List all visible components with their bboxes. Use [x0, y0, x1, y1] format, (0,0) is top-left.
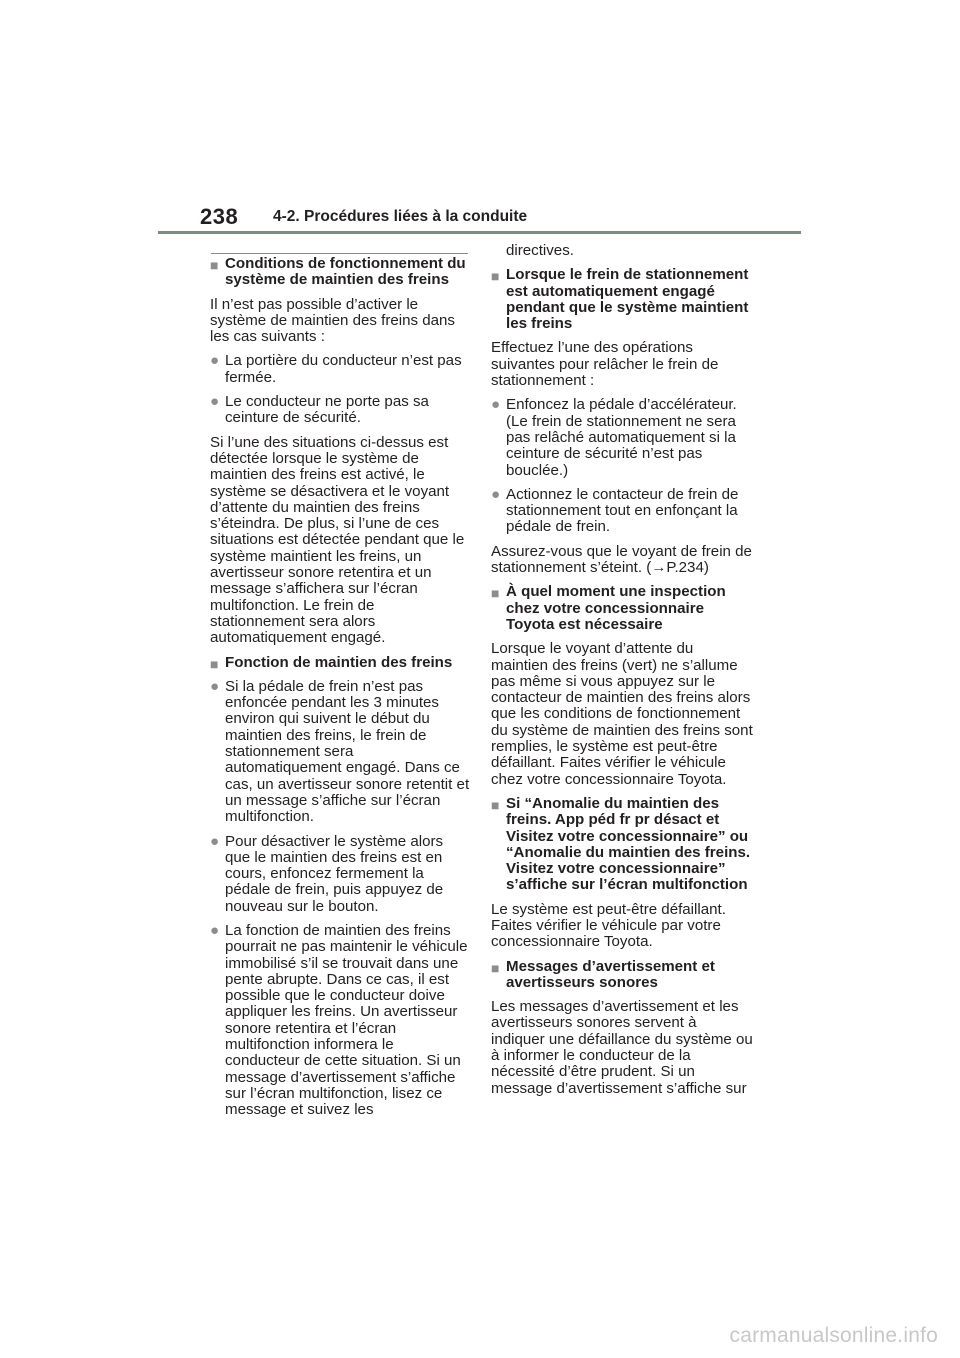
- left-column: [210, 256, 472, 1127]
- bullet-text: La portière du conducteur n’est pas fermée.: [225, 352, 462, 386]
- round-bullet-icon: ●: [491, 485, 501, 503]
- heading-text: Messages d’avertissement et avertisseurs sonores: [506, 957, 715, 991]
- round-bullet-icon: ●: [210, 677, 220, 695]
- square-bullet-icon: ■: [491, 959, 500, 976]
- round-bullet-icon: ●: [210, 832, 220, 850]
- bullet-item: [491, 487, 753, 536]
- paragraph: Assurez-vous que le voyant de frein de stationnement s’éteint. (→P.234): [491, 542, 752, 577]
- paragraph: Il n’est pas possible d’activer le système de maintien des freins dans les cas suivants :: [210, 295, 455, 346]
- bullet-text: Enfoncez la pédale d’accélérateur. (Le frein de stationnement ne sera pas relâché automatiquement si la ceinture de sécurité n’est pas bouclée.): [506, 396, 737, 479]
- header-divider: [158, 231, 801, 234]
- bullet-text: Pour désactiver le système alors que le maintien des freins est en cours, enfoncez fermement la pédale de frein, puis appuyez de nouveau sur le bouton.: [225, 832, 444, 915]
- square-bullet-icon: ■: [210, 257, 219, 273]
- heading-text: Si “Anomalie du maintien des freins. App péd fr pr désact et Visitez votre concessionnaire” ou “Anomalie du maintien des freins. Visitez votre concessionnaire” s’affiche sur l’écran multifonction: [506, 794, 751, 894]
- square-bullet-icon: ■: [491, 796, 500, 813]
- paragraph: Si l’une des situations ci-dessus est détectée lorsque le système de maintien des freins est activé, le système se désactivera et le voyant d’attente du maintien des freins s’éteindra. De plus, si l’une de ces situations est détectée pendant que le système maintient les freins, un avertisseur sonore retentira et un message s’affichera sur l’écran multifonction. Le frein de stationnement sera alors automatiquement engagé.: [210, 433, 465, 647]
- square-bullet-icon: ■: [210, 655, 219, 672]
- bullet-text: Actionnez le contacteur de frein de stationnement tout en enfonçant la pédale de frein.: [506, 485, 739, 536]
- heading-text: Conditions de fonctionnement du système de maintien des freins: [225, 255, 466, 289]
- heading-text: À quel moment une inspection chez votre concessionnaire Toyota est nécessaire: [506, 583, 726, 633]
- round-bullet-icon: ●: [210, 393, 220, 411]
- round-bullet-icon: ●: [210, 352, 220, 370]
- section-heading: [491, 267, 753, 332]
- square-bullet-icon: ■: [491, 268, 500, 285]
- round-bullet-icon: ●: [491, 396, 501, 414]
- watermark: carmanualsonline.info: [729, 1324, 938, 1347]
- continued-text: directives.: [506, 242, 574, 259]
- paragraph: Lorsque le voyant d’attente du maintien des freins (vert) ne s’allume pas même si vous appuyez sur le contacteur de maintien des freins alors que les conditions de fonctionnement du système de maintien des freins sont remplies, le système est peut-être défaillant. Faites vérifier le véhicule chez votre concessionnaire Toyota.: [491, 640, 753, 788]
- section-heading: [491, 796, 753, 894]
- bullet-item: [210, 394, 472, 427]
- section-heading: [491, 959, 753, 992]
- bullet-item: [210, 923, 472, 1119]
- bullet-item: [491, 397, 753, 478]
- paragraph: Effectuez l’une des opérations suivantes pour relâcher le frein de stationnement :: [491, 339, 719, 390]
- section-heading: [210, 655, 472, 671]
- heading-text: Lorsque le frein de stationnement est automatiquement engagé pendant que le système maintient les freins: [506, 266, 749, 333]
- right-column: [491, 243, 753, 1105]
- page-number: 238: [200, 204, 239, 229]
- bullet-item: [210, 679, 472, 826]
- bullet-text: Le conducteur ne porte pas sa ceinture de sécurité.: [225, 393, 429, 427]
- section-title: 4-2. Procédures liées à la conduite: [273, 208, 528, 225]
- round-bullet-icon: ●: [210, 921, 220, 939]
- bullet-item: [210, 834, 472, 915]
- square-bullet-icon: ■: [491, 585, 500, 602]
- heading-text: Fonction de maintien des freins: [225, 653, 453, 671]
- column-top-divider: [211, 253, 468, 254]
- bullet-text: La fonction de maintien des freins pourrait ne pas maintenir le véhicule immobilisé s’il se trouvait dans une pente abrupte. Dans ce cas, il est possible que le conducteur doive appliquer les freins. Un avertisseur sonore retentira et l’écran multifonction informera le conducteur de cette situation. Si un message d’avertissement s’affiche sur l’écran multifonction, lisez ce message et suivez les: [225, 921, 468, 1119]
- bullet-text: Si la pédale de frein n’est pas enfoncée pendant les 3 minutes environ qui suivent le début du maintien des freins, le frein de stationnement sera automatiquement engagé. Dans ce cas, un avertisseur sonore retentit et un message s’affiche sur l’écran multifonction.: [225, 677, 470, 826]
- bullet-item: [210, 353, 472, 386]
- paragraph: Les messages d’avertissement et les avertisseurs sonores servent à indiquer une défaillance du système ou à informer le conducteur de la nécessité d’être prudent. Si un message d’avertissement s’affiche sur: [491, 998, 753, 1097]
- paragraph: Le système est peut-être défaillant. Faites vérifier le véhicule par votre concessionnaire Toyota.: [491, 900, 726, 951]
- section-heading: [491, 584, 753, 633]
- section-heading: [210, 256, 472, 289]
